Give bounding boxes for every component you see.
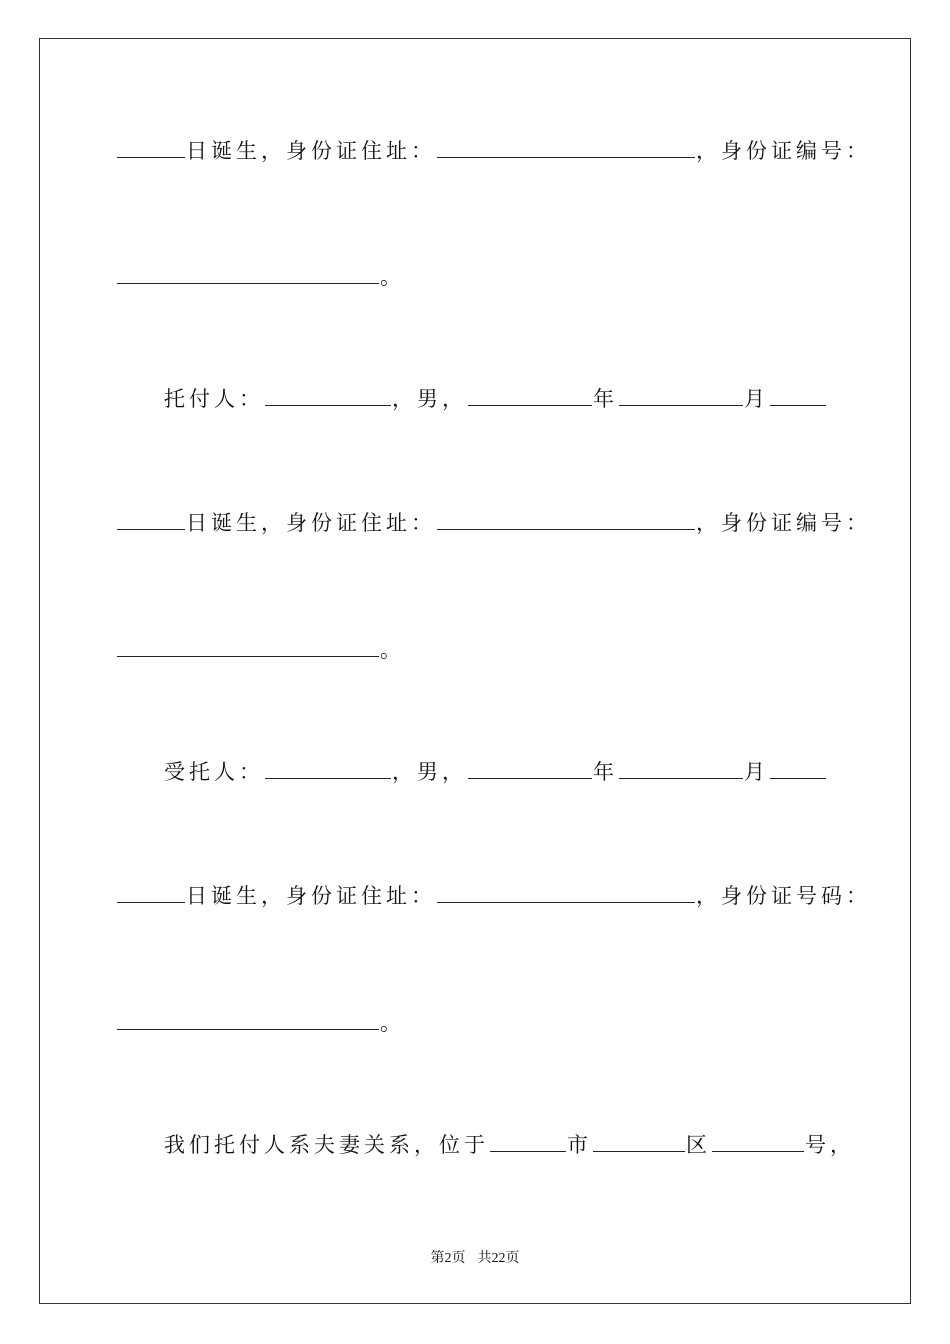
line-text: 日诞生，身份证住址： bbox=[186, 139, 436, 163]
line-text: 市 bbox=[567, 1133, 592, 1157]
page-border bbox=[39, 38, 911, 1304]
fill-blank[interactable] bbox=[437, 882, 695, 903]
line-text: 日诞生，身份证住址： bbox=[186, 884, 436, 908]
line-text: 月 bbox=[744, 387, 769, 411]
text-line bbox=[116, 635, 405, 665]
line-text: 我们托付人系夫妻关系，位于 bbox=[164, 1133, 489, 1157]
fill-blank[interactable] bbox=[117, 263, 379, 284]
line-text: ，男， bbox=[392, 760, 467, 784]
fill-blank[interactable] bbox=[117, 1009, 379, 1030]
fill-blank[interactable] bbox=[437, 137, 695, 158]
fill-blank[interactable] bbox=[117, 882, 185, 903]
fill-blank[interactable] bbox=[437, 509, 695, 530]
line-text: ，身份证编号： bbox=[696, 139, 871, 163]
line-text: 年 bbox=[593, 387, 618, 411]
line-text: 年 bbox=[593, 760, 618, 784]
text-line bbox=[116, 262, 405, 292]
page-number: 第2页 bbox=[430, 1251, 466, 1266]
page-total: 共22页 bbox=[477, 1251, 520, 1266]
text-line bbox=[164, 1130, 855, 1160]
fill-blank[interactable] bbox=[468, 758, 592, 779]
text-line bbox=[164, 757, 827, 787]
text-line bbox=[116, 136, 871, 166]
text-line bbox=[164, 384, 827, 414]
fill-blank[interactable] bbox=[712, 1131, 804, 1152]
fill-blank[interactable] bbox=[619, 758, 743, 779]
line-text: 。 bbox=[380, 1011, 405, 1035]
text-line bbox=[116, 508, 871, 538]
fill-blank[interactable] bbox=[265, 385, 391, 406]
line-text: 月 bbox=[744, 760, 769, 784]
line-text: 托付人： bbox=[164, 387, 264, 411]
fill-blank[interactable] bbox=[770, 758, 826, 779]
line-text: 号， bbox=[805, 1133, 855, 1157]
fill-blank[interactable] bbox=[593, 1131, 685, 1152]
fill-blank[interactable] bbox=[117, 636, 379, 657]
line-text: ，男， bbox=[392, 387, 467, 411]
fill-blank[interactable] bbox=[468, 385, 592, 406]
fill-blank[interactable] bbox=[490, 1131, 566, 1152]
line-text: ，身份证号码： bbox=[696, 884, 871, 908]
line-text: ，身份证编号： bbox=[696, 511, 871, 535]
fill-blank[interactable] bbox=[619, 385, 743, 406]
fill-blank[interactable] bbox=[117, 509, 185, 530]
text-line bbox=[116, 881, 871, 911]
line-text: 。 bbox=[380, 265, 405, 289]
fill-blank[interactable] bbox=[265, 758, 391, 779]
line-text: 。 bbox=[380, 638, 405, 662]
text-line bbox=[116, 1008, 405, 1038]
line-text: 受托人： bbox=[164, 760, 264, 784]
fill-blank[interactable] bbox=[117, 137, 185, 158]
line-text: 日诞生，身份证住址： bbox=[186, 511, 436, 535]
line-text: 区 bbox=[686, 1133, 711, 1157]
fill-blank[interactable] bbox=[770, 385, 826, 406]
page-footer bbox=[0, 1247, 950, 1267]
